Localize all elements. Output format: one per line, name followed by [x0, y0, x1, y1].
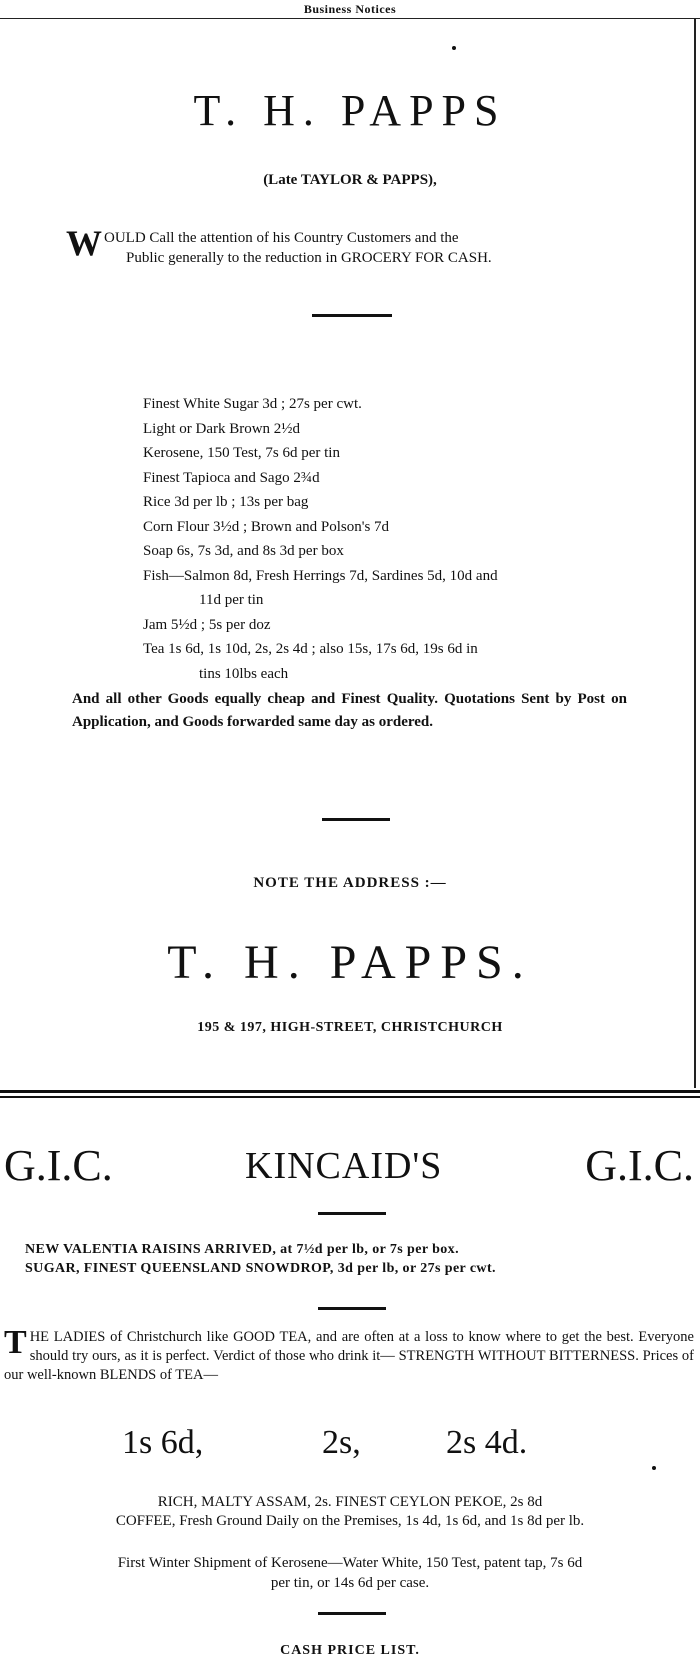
- cash-price-list: CASH PRICE LIST.: [280, 1643, 420, 1658]
- price-list: [143, 392, 623, 686]
- list-item: Tea 1s 6d, 1s 10d, 2s, 2s 4d ; also 15s, 17s 6d, 19s 6d in: [143, 641, 478, 657]
- intro-line-2: Public generally to the reduction in GROCERY FOR CASH.: [126, 250, 492, 266]
- kerosene-line-2: per tin, or 14s 6d per case.: [270, 1575, 430, 1591]
- gic-left: G.I.C.: [4, 1141, 113, 1190]
- papps-intro: [66, 223, 626, 268]
- intro-dropcap: W: [66, 223, 102, 263]
- tea-prices: [0, 1424, 700, 1474]
- kerosene-line-1: First Winter Shipment of Kerosene—Water White, 150 Test, patent tap, 7s 6d: [117, 1555, 583, 1571]
- note-address: NOTE THE ADDRESS :—: [253, 875, 447, 891]
- papps-subtitle: (Late TAYLOR & PAPPS),: [263, 172, 437, 188]
- list-item: Kerosene, 150 Test, 7s 6d per tin: [143, 445, 340, 461]
- ladies-dropcap: T: [4, 1324, 27, 1361]
- tea-price-3: 2s 4d.: [446, 1424, 528, 1461]
- papps-address: 195 & 197, HIGH-STREET, CHRISTCHURCH: [197, 1020, 503, 1035]
- divider-rule: [318, 1307, 386, 1310]
- assam-coffee: [0, 1493, 700, 1531]
- divider-rule: [322, 818, 390, 821]
- divider-rule: [318, 1612, 386, 1615]
- ladies-text: HE LADIES of Christchurch like GOOD TEA, and are often at a loss to know where to get the best. Everyone should try ours, as it is perfect. Verdict of those who drink it— STRENGTH WITHOUT BITTERNESS. Prices of our well-known BLENDS of TEA—: [4, 1329, 694, 1383]
- list-item: Corn Flour 3½d ; Brown and Polson's 7d: [143, 518, 390, 535]
- list-item: Finest White Sugar 3d ; 27s per cwt.: [143, 396, 362, 412]
- sugar-line: SUGAR, FINEST QUEENSLAND SNOWDROP, 3d per lb, or 27s per cwt.: [25, 1261, 496, 1276]
- list-item: Rice 3d per lb ; 13s per bag: [143, 494, 309, 510]
- raisins-sugar: [25, 1240, 685, 1278]
- papps-title: T. H. PAPPS: [193, 86, 507, 135]
- coffee-line: COFFEE, Fresh Ground Daily on the Premises, 1s 4d, 1s 6d, and 1s 8d per lb.: [115, 1513, 585, 1529]
- section-header: Business Notices: [303, 2, 397, 16]
- list-item: Soap 6s, 7s 3d, and 8s 3d per box: [143, 543, 344, 559]
- list-item: Light or Dark Brown 2½d: [143, 420, 301, 437]
- list-item: Fish—Salmon 8d, Fresh Herrings 7d, Sardines 5d, 10d and: [143, 567, 498, 584]
- intro-line-1: OULD Call the attention of his Country Customers and the: [104, 230, 459, 246]
- list-item: Jam 5½d ; 5s per doz: [143, 616, 271, 633]
- kerosene-notice: [0, 1553, 700, 1593]
- tea-price-1: 1s 6d,: [122, 1424, 204, 1461]
- assam-line: RICH, MALTY ASSAM, 2s. FINEST CEYLON PEKOE, 2s 8d: [157, 1494, 543, 1510]
- ladies-paragraph: [4, 1324, 694, 1385]
- kincaid-header: [0, 1140, 700, 1200]
- list-item: tins 10lbs each: [199, 665, 289, 682]
- raisins-line: NEW VALENTIA RAISINS ARRIVED, at 7½d per lb, or 7s per box.: [25, 1242, 459, 1257]
- papps-title-2: T. H. PAPPS.: [167, 936, 533, 989]
- divider-rule: [312, 314, 392, 317]
- divider-rule: [318, 1212, 386, 1215]
- ink-speck: [452, 46, 456, 50]
- gic-right: G.I.C.: [585, 1141, 694, 1190]
- kincaid-name: KINCAID'S: [245, 1145, 443, 1187]
- list-item: Finest Tapioca and Sago 2¾d: [143, 469, 320, 486]
- header-rule: [0, 18, 700, 19]
- closing-paragraph: And all other Goods equally cheap and Finest Quality. Quotations Sent by Post on Application, and Goods forwarded same day as ordered.: [72, 691, 627, 730]
- tea-price-2: 2s,: [322, 1424, 361, 1461]
- ad-separator: [0, 1090, 700, 1098]
- ink-speck: [652, 1466, 656, 1470]
- list-item: 11d per tin: [199, 592, 264, 608]
